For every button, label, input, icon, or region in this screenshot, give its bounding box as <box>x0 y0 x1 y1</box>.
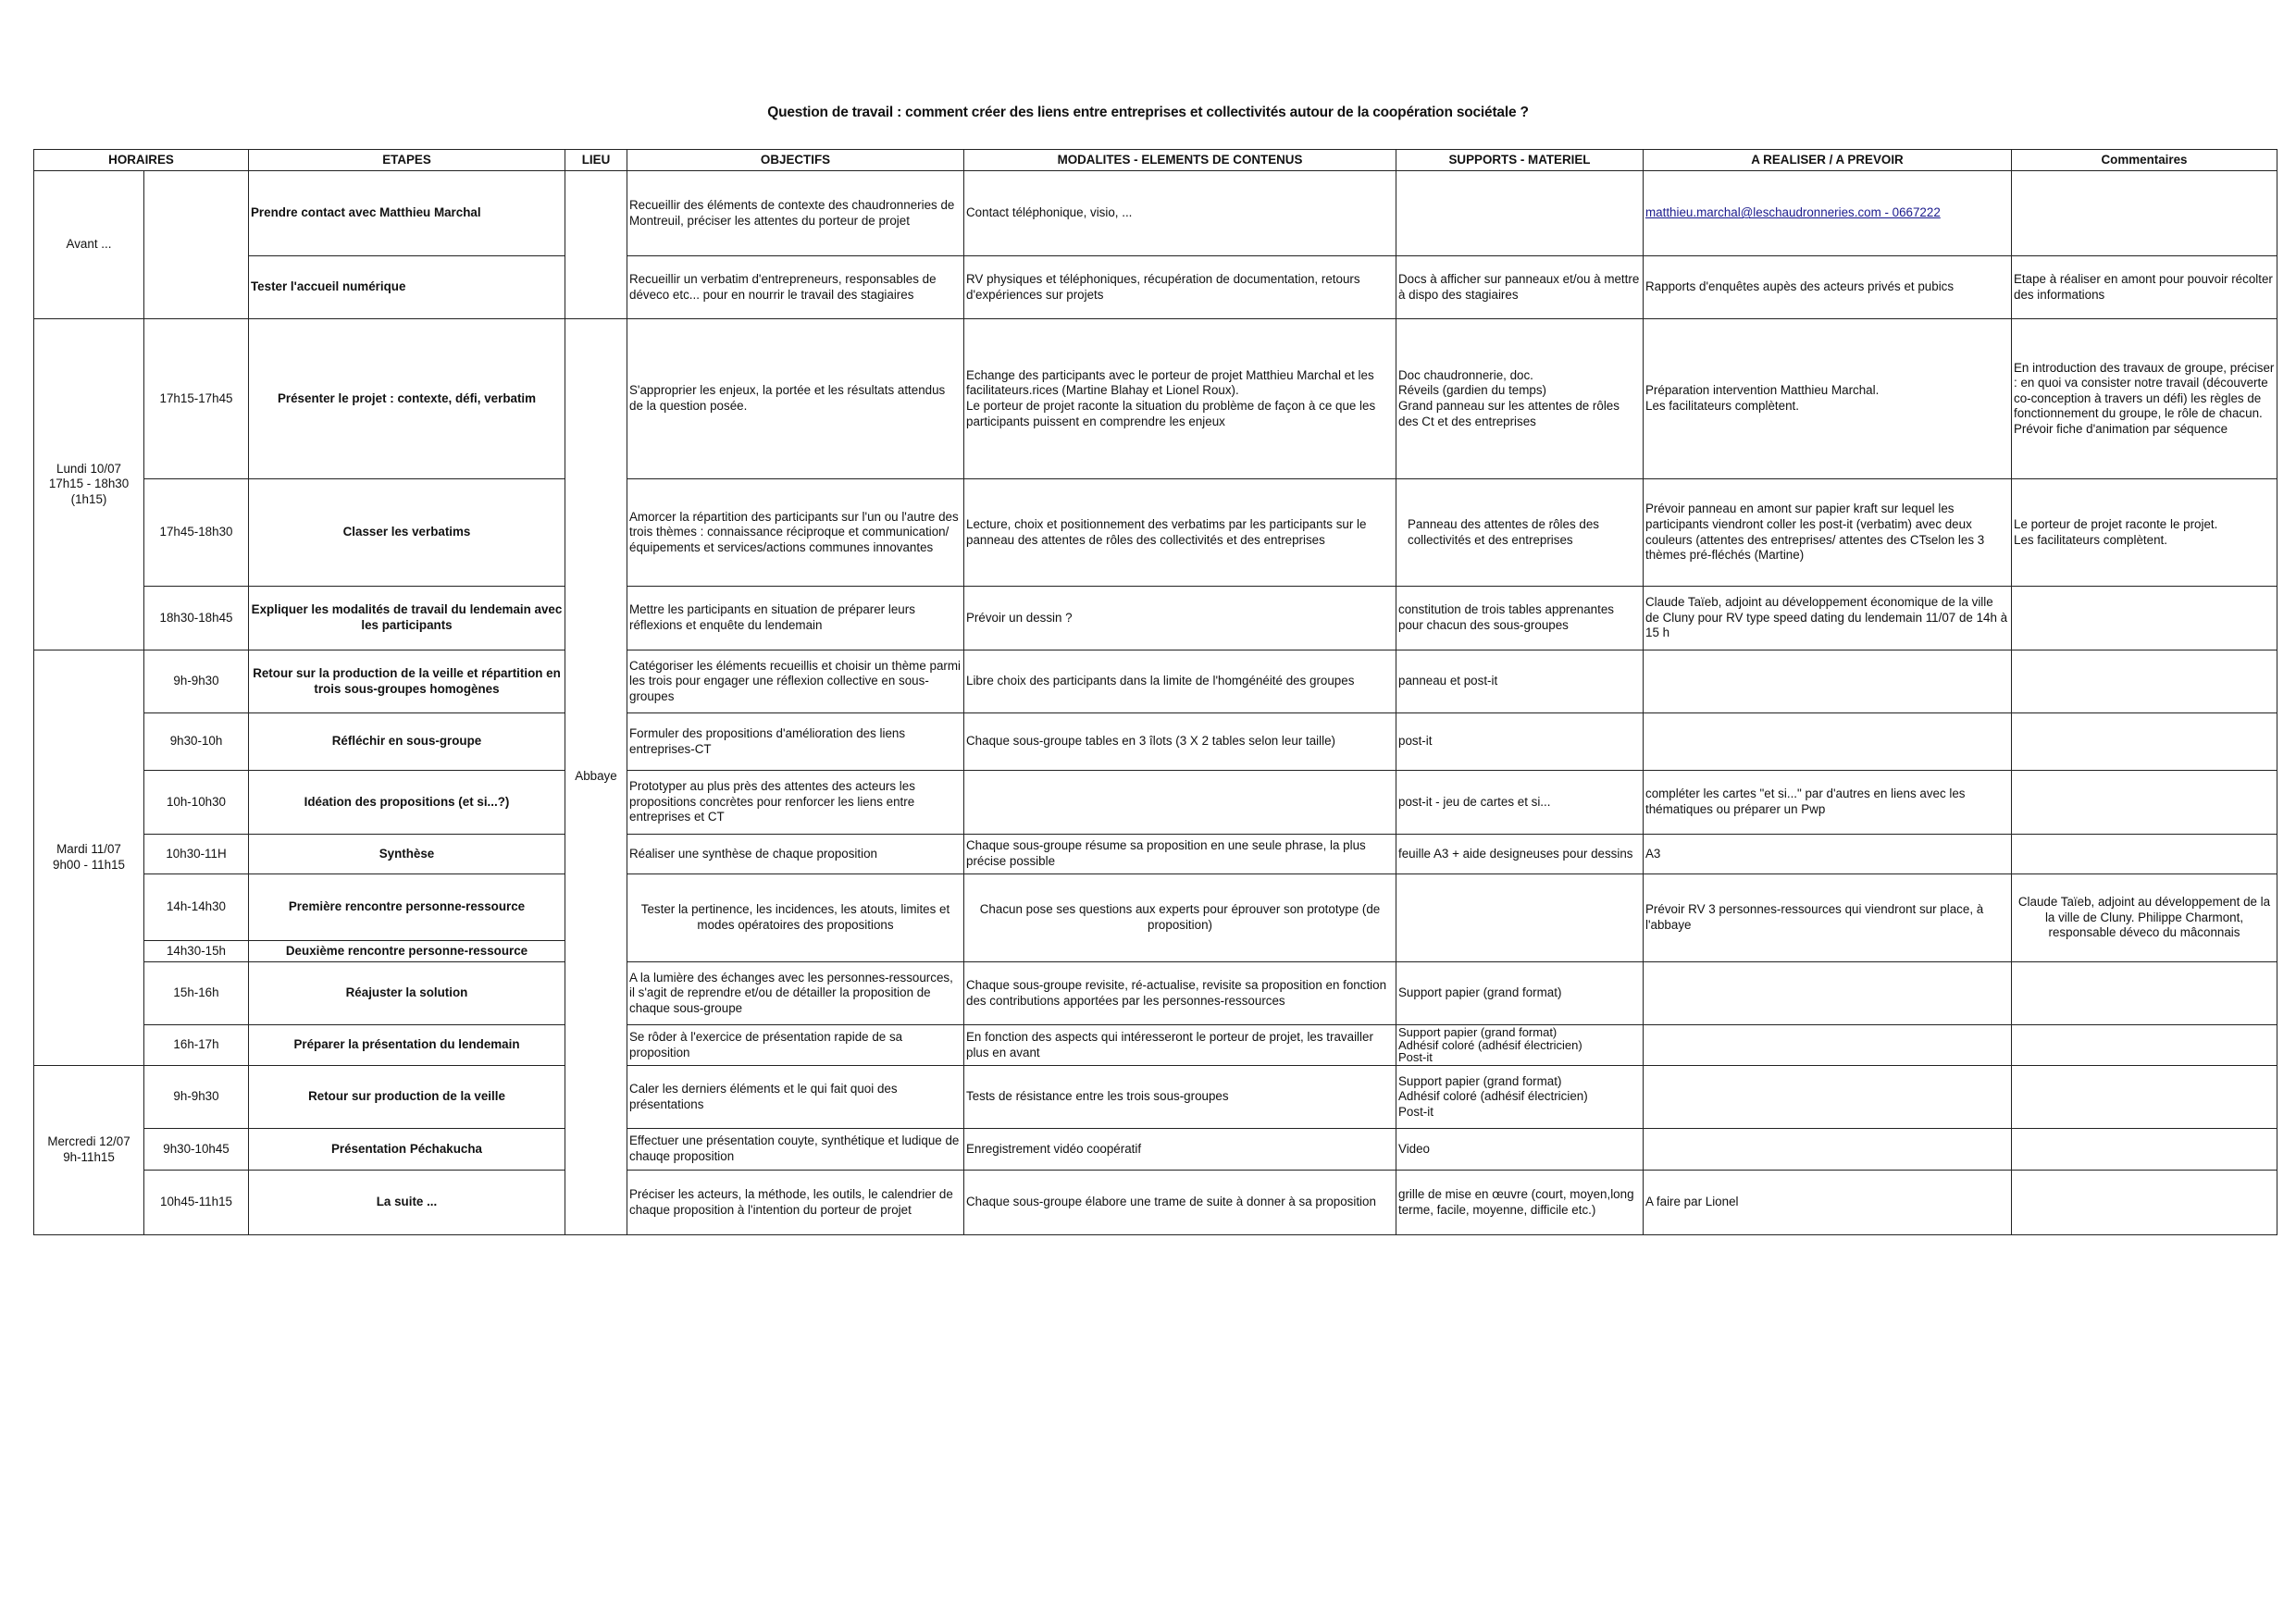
time-cell: 9h-9h30 <box>144 650 249 713</box>
header-modalites: MODALITES - ELEMENTS DE CONTENUS <box>964 150 1396 171</box>
table-row <box>34 650 2277 713</box>
a-realiser-cell <box>1644 713 2012 771</box>
time-cell: 14h30-15h <box>144 941 249 962</box>
commentaires-cell <box>2012 713 2277 771</box>
time-cell: 15h-16h <box>144 962 249 1025</box>
commentaires-cell <box>2012 1025 2277 1066</box>
commentaires-cell: Le porteur de projet raconte le projet. Les facilitateurs complètent. <box>2012 479 2277 587</box>
time-cell: 17h45-18h30 <box>144 479 249 587</box>
etape-cell: Idéation des propositions (et si...?) <box>249 771 565 835</box>
table-row <box>34 1171 2277 1235</box>
a-realiser-cell: Prévoir RV 3 personnes-ressources qui viendront sur place, à l'abbaye <box>1644 874 2012 962</box>
header-etapes: ETAPES <box>249 150 565 171</box>
document-title: Question de travail : comment créer des liens entre entreprises et collectivités autour de la coopération sociétale ? <box>767 105 1529 120</box>
day-cell: Mardi 11/07 9h00 - 11h15 <box>34 650 144 1066</box>
time-cell: 17h15-17h45 <box>144 319 249 479</box>
time-cell: 9h30-10h45 <box>144 1129 249 1171</box>
etape-cell: Présentation Péchakucha <box>249 1129 565 1171</box>
etape-cell: Réajuster la solution <box>249 962 565 1025</box>
time-cell: 18h30-18h45 <box>144 587 249 650</box>
modalites-cell: Lecture, choix et positionnement des verbatims par les participants sur le panneau des attentes de rôles des collectivités et des entreprises <box>964 479 1396 587</box>
commentaires-cell <box>2012 171 2277 256</box>
a-realiser-cell <box>1644 1129 2012 1171</box>
etape-cell: Expliquer les modalités de travail du lendemain avec les participants <box>249 587 565 650</box>
time-cell: 14h-14h30 <box>144 874 249 941</box>
lieu-cell <box>565 171 627 319</box>
a-realiser-cell: Préparation intervention Matthieu Marchal. Les facilitateurs complètent. <box>1644 319 2012 479</box>
header-horaires: HORAIRES <box>34 150 249 171</box>
commentaires-cell <box>2012 771 2277 835</box>
table-row <box>34 171 2277 256</box>
table-row <box>34 1066 2277 1129</box>
objectifs-cell: Formuler des propositions d'amélioration des liens entreprises-CT <box>627 713 964 771</box>
a-realiser-cell: Rapports d'enquêtes aupès des acteurs privés et pubics <box>1644 256 2012 319</box>
table-row <box>34 1129 2277 1171</box>
etape-cell: Retour sur la production de la veille et répartition en trois sous-groupes homogènes <box>249 650 565 713</box>
time-cell: 16h-17h <box>144 1025 249 1066</box>
a-realiser-cell: compléter les cartes "et si..." par d'autres en liens avec les thématiques ou préparer un Pwp <box>1644 771 2012 835</box>
table-row <box>34 256 2277 319</box>
header-row <box>34 150 2277 171</box>
commentaires-cell <box>2012 1129 2277 1171</box>
time-cell: 10h30-11H <box>144 835 249 874</box>
objectifs-cell: Amorcer la répartition des participants sur l'un ou l'autre des trois thèmes : connaissance réciproque et communication/ équipements et services/actions communes innovantes <box>627 479 964 587</box>
objectifs-cell: Recueillir un verbatim d'entrepreneurs, responsables de déveco etc... pour en nourrir le travail des stagiaires <box>627 256 964 319</box>
day-cell: Avant ... <box>34 171 144 319</box>
modalites-cell: Chaque sous-groupe élabore une trame de suite à donner à sa proposition <box>964 1171 1396 1235</box>
supports-cell <box>1396 874 1644 962</box>
etape-cell: Réfléchir en sous-groupe <box>249 713 565 771</box>
objectifs-cell: Caler les derniers éléments et le qui fait quoi des présentations <box>627 1066 964 1129</box>
etape-cell: Prendre contact avec Matthieu Marchal <box>249 171 565 256</box>
a-realiser-cell: A3 <box>1644 835 2012 874</box>
supports-cell: Support papier (grand format) Adhésif coloré (adhésif électricien) Post-it <box>1396 1066 1644 1129</box>
time-cell: 9h30-10h <box>144 713 249 771</box>
time-cell <box>144 171 249 319</box>
contact-email-link[interactable]: matthieu.marchal@leschaudronneries.com - 0667222 <box>1645 205 1941 220</box>
modalites-cell: En fonction des aspects qui intéresseront le porteur de projet, les travailler plus en avant <box>964 1025 1396 1066</box>
supports-cell: Support papier (grand format) <box>1396 962 1644 1025</box>
modalites-cell: Tests de résistance entre les trois sous-groupes <box>964 1066 1396 1129</box>
supports-cell: Support papier (grand format) Adhésif coloré (adhésif électricien) Post-it <box>1396 1025 1644 1066</box>
supports-cell <box>1396 171 1644 256</box>
etape-cell: Retour sur production de la veille <box>249 1066 565 1129</box>
table-row <box>34 713 2277 771</box>
table-row <box>34 835 2277 874</box>
day-cell: Lundi 10/07 17h15 - 18h30 (1h15) <box>34 319 144 650</box>
objectifs-cell: Prototyper au plus près des attentes des acteurs les propositions concrètes pour renforcer les liens entre entreprises et CT <box>627 771 964 835</box>
supports-cell: feuille A3 + aide designeuses pour dessins <box>1396 835 1644 874</box>
supports-cell: Video <box>1396 1129 1644 1171</box>
etape-cell: Préparer la présentation du lendemain <box>249 1025 565 1066</box>
a-realiser-cell: Prévoir panneau en amont sur papier kraft sur lequel les participants viendront coller les post-it (verbatim) avec deux couleurs (attentes des entreprises/ attentes des CTselon les 3 thèmes pré-fléchés (Martine) <box>1644 479 2012 587</box>
etape-cell: Présenter le projet : contexte, défi, verbatim <box>249 319 565 479</box>
objectifs-cell: S'approprier les enjeux, la portée et les résultats attendus de la question posée. <box>627 319 964 479</box>
etape-cell: Première rencontre personne-ressource <box>249 874 565 941</box>
commentaires-cell: Claude Taïeb, adjoint au développement de la la ville de Cluny. Philippe Charmont, responsable déveco du mâconnais <box>2012 874 2277 962</box>
objectifs-cell: Effectuer une présentation couyte, synthétique et ludique de chauqe proposition <box>627 1129 964 1171</box>
table-row <box>34 771 2277 835</box>
a-realiser-cell <box>1644 1025 2012 1066</box>
supports-cell: constitution de trois tables apprenantes pour chacun des sous-groupes <box>1396 587 1644 650</box>
supports-cell: grille de mise en œuvre (court, moyen,long terme, facile, moyenne, difficile etc.) <box>1396 1171 1644 1235</box>
modalites-cell: Echange des participants avec le porteur de projet Matthieu Marchal et les facilitateurs.rices (Martine Blahay et Lionel Roux). Le porteur de projet raconte la situation du problème de façon à ce que les participants puissent en comprendre les enjeux <box>964 319 1396 479</box>
a-realiser-cell <box>1644 1066 2012 1129</box>
time-cell: 10h45-11h15 <box>144 1171 249 1235</box>
commentaires-cell <box>2012 962 2277 1025</box>
modalites-cell: Libre choix des participants dans la limite de l'homgénéité des groupes <box>964 650 1396 713</box>
objectifs-cell: Recueillir des éléments de contexte des chaudronneries de Montreuil, préciser les attentes du porteur de projet <box>627 171 964 256</box>
lieu-cell: Abbaye <box>565 319 627 1235</box>
commentaires-cell: Etape à réaliser en amont pour pouvoir récolter des informations <box>2012 256 2277 319</box>
commentaires-cell <box>2012 835 2277 874</box>
header-supports: SUPPORTS - MATERIEL <box>1396 150 1644 171</box>
table-row <box>34 962 2277 1025</box>
supports-cell: Doc chaudronnerie, doc. Réveils (gardien du temps) Grand panneau sur les attentes de rôles des Ct et des entreprises <box>1396 319 1644 479</box>
table-row <box>34 479 2277 587</box>
a-realiser-cell: Claude Taïeb, adjoint au développement économique de la ville de Cluny pour RV type speed dating du lendemain 11/07 de 14h à 15 h <box>1644 587 2012 650</box>
supports-cell: panneau et post-it <box>1396 650 1644 713</box>
objectifs-cell: A la lumière des échanges avec les personnes-ressources, il s'agit de reprendre et/ou de détailler la proposition de chaque sous-groupe <box>627 962 964 1025</box>
objectifs-cell: Mettre les participants en situation de préparer leurs réflexions et enquête du lendemain <box>627 587 964 650</box>
modalites-cell: Chacun pose ses questions aux experts pour éprouver son prototype (de proposition) <box>964 874 1396 962</box>
objectifs-cell: Tester la pertinence, les incidences, les atouts, limites et modes opératoires des propositions <box>627 874 964 962</box>
header-commentaires: Commentaires <box>2012 150 2277 171</box>
modalites-cell: Prévoir un dessin ? <box>964 587 1396 650</box>
header-a-realiser: A REALISER / A PREVOIR <box>1644 150 2012 171</box>
objectifs-cell: Préciser les acteurs, la méthode, les outils, le calendrier de chaque proposition à l'intention du porteur de projet <box>627 1171 964 1235</box>
commentaires-cell: En introduction des travaux de groupe, préciser : en quoi va consister notre travail (découverte co-conception à travers un défi) les règles de fonctionnement du groupe, le rôle de chacun. Prévoir fiche d'animation par séquence <box>2012 319 2277 479</box>
table-row <box>34 1025 2277 1066</box>
header-objectifs: OBJECTIFS <box>627 150 964 171</box>
etape-cell: La suite ... <box>249 1171 565 1235</box>
supports-cell: Panneau des attentes de rôles des collectivités et des entreprises <box>1396 479 1644 587</box>
modalites-cell: Enregistrement vidéo coopératif <box>964 1129 1396 1171</box>
objectifs-cell: Réaliser une synthèse de chaque proposition <box>627 835 964 874</box>
a-realiser-cell <box>1644 650 2012 713</box>
commentaires-cell <box>2012 1066 2277 1129</box>
commentaires-cell <box>2012 1171 2277 1235</box>
table-row <box>34 587 2277 650</box>
modalites-cell: Chaque sous-groupe revisite, ré-actualise, revisite sa proposition en fonction des contributions apportées par les personnes-ressources <box>964 962 1396 1025</box>
modalites-cell: Contact téléphonique, visio, ... <box>964 171 1396 256</box>
etape-cell: Synthèse <box>249 835 565 874</box>
etape-cell: Tester l'accueil numérique <box>249 256 565 319</box>
supports-cell: post-it - jeu de cartes et si... <box>1396 771 1644 835</box>
commentaires-cell <box>2012 587 2277 650</box>
modalites-cell: Chaque sous-groupe tables en 3 îlots (3 X 2 tables selon leur taille) <box>964 713 1396 771</box>
a-realiser-cell <box>1644 171 2012 256</box>
header-lieu: LIEU <box>565 150 627 171</box>
objectifs-cell: Catégoriser les éléments recueillis et choisir un thème parmi les trois pour engager une réflexion collective en sous-groupes <box>627 650 964 713</box>
modalites-cell <box>964 771 1396 835</box>
schedule-table <box>33 149 2277 1235</box>
supports-cell: Docs à afficher sur panneaux et/ou à mettre à dispo des stagiaires <box>1396 256 1644 319</box>
a-realiser-cell: A faire par Lionel <box>1644 1171 2012 1235</box>
objectifs-cell: Se rôder à l'exercice de présentation rapide de sa proposition <box>627 1025 964 1066</box>
modalites-cell: RV physiques et téléphoniques, récupération de documentation, retours d'expériences sur projets <box>964 256 1396 319</box>
modalites-cell: Chaque sous-groupe résume sa proposition en une seule phrase, la plus précise possible <box>964 835 1396 874</box>
etape-cell: Deuxième rencontre personne-ressource <box>249 941 565 962</box>
a-realiser-cell <box>1644 962 2012 1025</box>
supports-cell: post-it <box>1396 713 1644 771</box>
day-cell: Mercredi 12/07 9h-11h15 <box>34 1066 144 1235</box>
time-cell: 10h-10h30 <box>144 771 249 835</box>
etape-cell: Classer les verbatims <box>249 479 565 587</box>
table-row <box>34 319 2277 479</box>
table-row <box>34 874 2277 941</box>
time-cell: 9h-9h30 <box>144 1066 249 1129</box>
commentaires-cell <box>2012 650 2277 713</box>
